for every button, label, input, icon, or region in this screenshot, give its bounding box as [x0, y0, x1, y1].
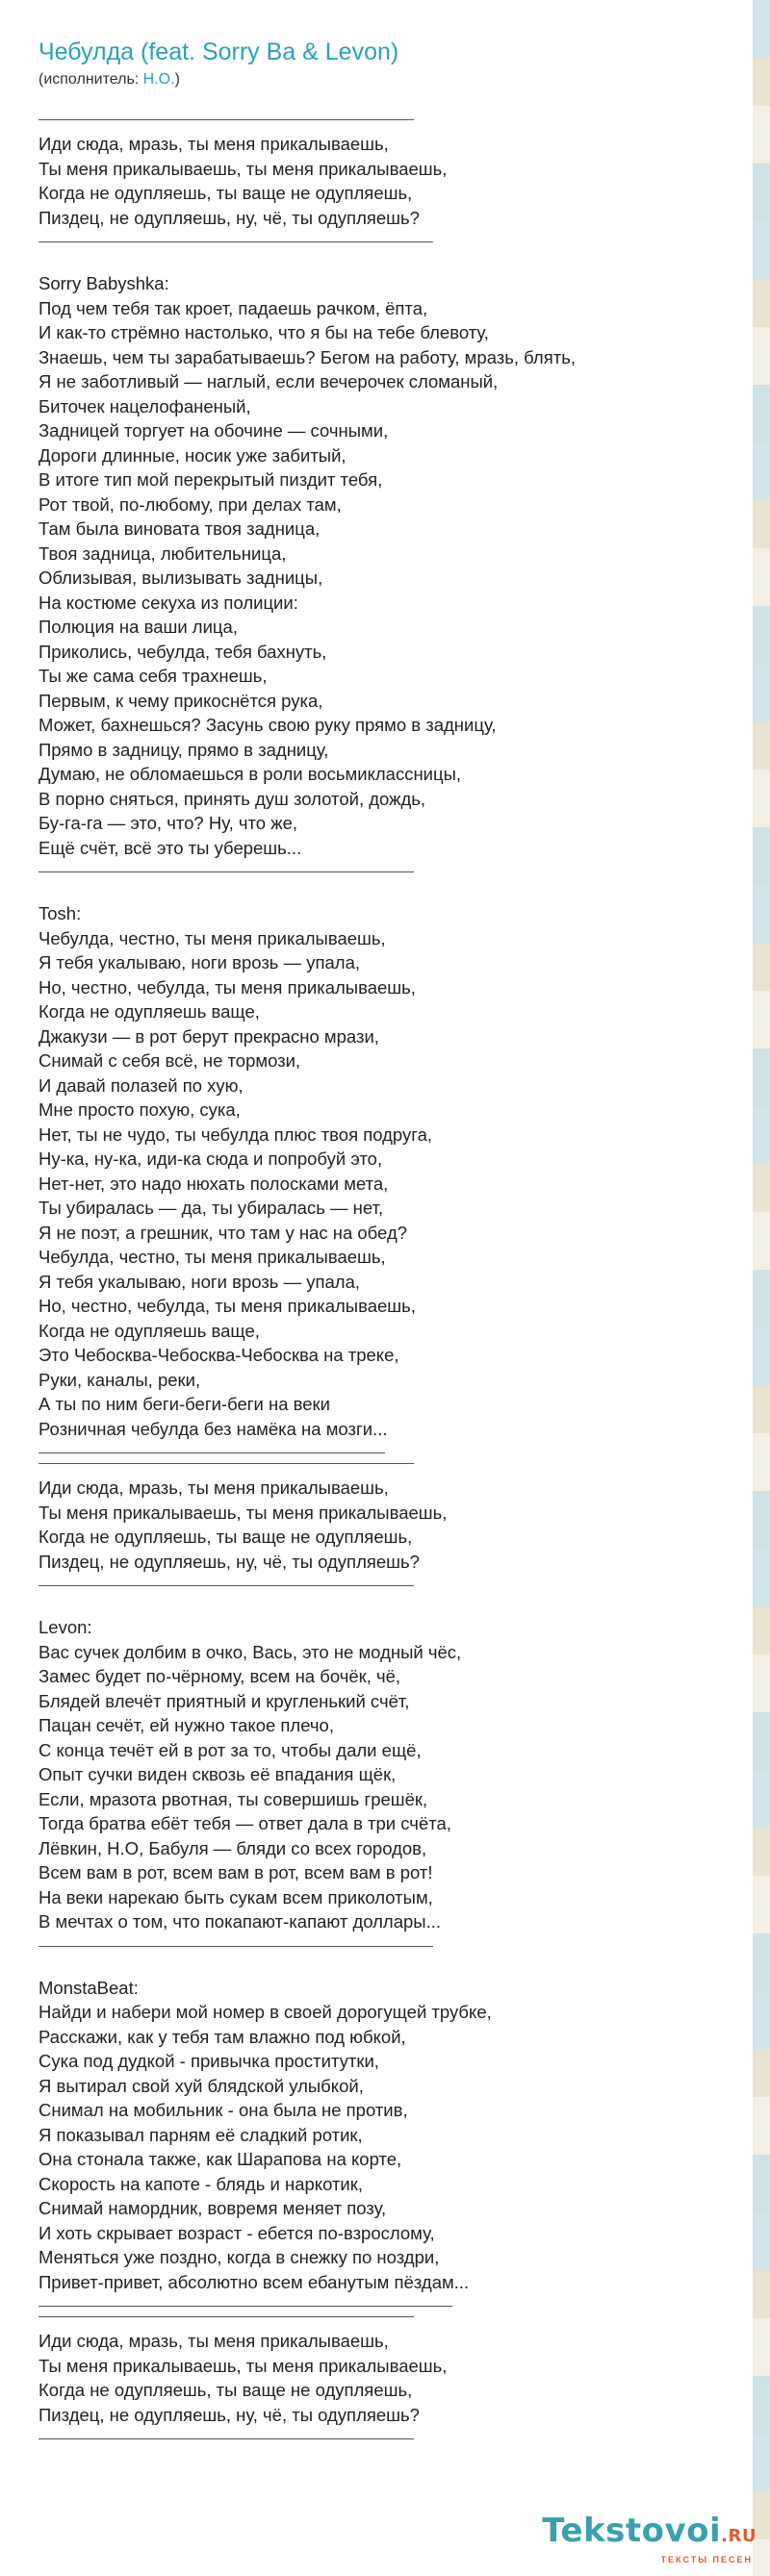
- lyric-line: Когда не одупляешь ваще,: [38, 1001, 260, 1022]
- lyric-line: Ещё счёт, всё это ты уберешь...: [38, 837, 302, 858]
- lyric-line: Вас сучек долбим в очко, Вась, это не модный чёс,: [38, 1641, 462, 1662]
- lyrics-section: [38, 1976, 741, 2295]
- lyric-line: Лёвкин, Н.О, Бабуля — бляди со всех городов,: [38, 1837, 427, 1858]
- section-divider: [38, 241, 433, 242]
- lyrics-section: [38, 2329, 741, 2427]
- section-divider: [38, 2306, 452, 2307]
- lyric-line: Чебулда, честно, ты меня прикалываешь,: [38, 1247, 386, 1267]
- song-title: Чебулда (feat. Sorry Ba & Levon): [38, 38, 399, 65]
- verse-author-label: MonstaBeat:: [38, 1977, 139, 1998]
- lyric-line: Пиздец, не одупляешь, ну, чё, ты одупляешь?: [38, 2404, 420, 2425]
- section-divider: [38, 2316, 414, 2317]
- lyric-line: Я не заботливый — наглый, если вечерочек сломаный,: [38, 371, 499, 391]
- lyric-line: Но, честно, чебулда, ты меня прикалываешь,: [38, 976, 416, 998]
- lyric-line: Прямо в задницу, прямо в задницу,: [38, 739, 329, 760]
- verse-author-label: Sorry Babyshka:: [38, 273, 169, 293]
- lyric-line: Опыт сучки виден сквозь её впадания щёк,: [38, 1764, 397, 1784]
- performer-prefix: (исполнитель:: [38, 71, 143, 88]
- lyrics-section: [38, 1615, 741, 1934]
- lyric-line: Привет-привет, абсолютно всем ебанутым пёздам...: [38, 2271, 470, 2292]
- section-divider: [38, 1585, 414, 1586]
- lyric-line: Задницей торгует на обочине — сочными,: [38, 420, 389, 441]
- lyric-line: Иди сюда, мразь, ты меня прикалываешь,: [38, 134, 389, 154]
- lyric-line: Снимал на мобильник - она была не против,: [38, 2100, 408, 2120]
- lyric-line: Дороги длинные, носик уже забитый,: [38, 444, 346, 466]
- lyric-line: Биточек нацелофаненый,: [38, 395, 251, 417]
- lyric-line: Чебулда, честно, ты меня прикалываешь,: [38, 927, 386, 948]
- lyric-line: Ты меня прикалываешь, ты меня прикалываешь,: [38, 158, 448, 179]
- lyrics-body: [38, 119, 741, 2439]
- lyric-line: Я тебя укалываю, ноги врозь — упала,: [38, 952, 360, 972]
- lyric-line: Она стонала также, как Шарапова на корте,: [38, 2149, 402, 2169]
- lyric-line: Бу-га-га — это, что? Ну, что же,: [38, 813, 298, 833]
- lyric-line: Полюция на ваши лица,: [38, 617, 238, 637]
- lyric-line: Блядей влечёт приятный и кругленький счёт,: [38, 1690, 410, 1711]
- lyric-line: Ты меня прикалываешь, ты меня прикалываешь,: [38, 1502, 448, 1523]
- lyric-line: В мечтах о том, что покапают-капают доллары...: [38, 1911, 442, 1932]
- lyrics-page: [38, 37, 741, 2468]
- lyric-line: Под чем тебя так кроет, падаешь рачком, ёпта,: [38, 297, 428, 318]
- lyric-line: Когда не одупляешь, ты ваще не одупляешь,: [38, 183, 413, 203]
- lyric-line: На веки нарекаю быть сукам всем приколотым,: [38, 1886, 433, 1907]
- section-divider: [38, 1946, 433, 1947]
- logo-wordmark: [542, 2513, 757, 2555]
- lyric-line: Там была виновата твоя задница,: [38, 518, 321, 539]
- lyric-line: Найди и набери мой номер в своей дорогущей трубке,: [38, 2002, 492, 2022]
- section-divider: [38, 871, 414, 872]
- lyric-line: Приколись, чебулда, тебя бахнуть,: [38, 641, 327, 662]
- lyric-line: Руки, каналы, реки,: [38, 1369, 201, 1390]
- lyric-line: Нет-нет, это надо нюхать полосками мета,: [38, 1173, 389, 1194]
- lyric-line: Я не поэт, а грешник, что там у нас на обед?: [38, 1222, 408, 1243]
- lyric-line: Мне просто похую, сука,: [38, 1099, 241, 1120]
- performer-link[interactable]: Н.О.: [142, 71, 175, 88]
- lyric-line: Всем вам в рот, всем вам в рот, всем вам в рот!: [38, 1862, 433, 1882]
- lyric-line: Иди сюда, мразь, ты меня прикалываешь,: [38, 2331, 389, 2351]
- performer-line: [38, 69, 741, 90]
- lyric-line: И как-то стрёмно настолько, что я бы на тебе блевоту,: [38, 322, 489, 342]
- lyric-line: В порно сняться, принять душ золотой, дождь,: [38, 788, 426, 809]
- logo-main-text: Tekstovoi: [542, 2512, 722, 2550]
- lyric-line: Снимай с себя всё, не тормози,: [38, 1050, 301, 1071]
- lyric-line: Знаешь, чем ты зарабатываешь? Бегом на работу, мразь, блять,: [38, 346, 576, 367]
- lyrics-section: [38, 901, 741, 1441]
- lyric-line: Когда не одупляешь, ты ваще не одупляешь,: [38, 1527, 413, 1547]
- lyric-line: Я показывал парням её сладкий ротик,: [38, 2124, 363, 2145]
- lyric-line: Ты убиралась — да, ты убиралась — нет,: [38, 1198, 384, 1218]
- lyric-line: Пиздец, не одупляешь, ну, чё, ты одупляешь?: [38, 1551, 420, 1572]
- lyrics-section: [38, 132, 741, 230]
- site-logo[interactable]: [542, 2513, 757, 2564]
- lyric-line: Тогда братва ебёт тебя — ответ дала в три счёта,: [38, 1813, 451, 1833]
- performer-suffix: ): [174, 71, 180, 88]
- lyric-line: Ты же сама себя трахнешь,: [38, 666, 268, 686]
- lyric-line: Пиздец, не одупляешь, ну, чё, ты одупляешь?: [38, 207, 420, 228]
- lyric-line: Когда не одупляешь, ты ваще не одупляешь,: [38, 2380, 413, 2400]
- lyric-line: Ты меня прикалываешь, ты меня прикалываешь,: [38, 2355, 448, 2376]
- lyric-line: Я вытирал свой хуй блядской улыбкой,: [38, 2075, 364, 2096]
- section-divider: [38, 1463, 414, 1464]
- lyric-line: Джакузи — в рот берут прекрасно мрази,: [38, 1025, 379, 1047]
- section-divider: [38, 2438, 414, 2439]
- logo-tagline: ТЕКСТЫ ПЕСЕН: [660, 2555, 753, 2564]
- lyric-line: Когда не одупляешь ваще,: [38, 1320, 260, 1341]
- section-divider: [38, 119, 414, 120]
- lyric-line: И давай полазей по хую,: [38, 1074, 244, 1096]
- lyric-line: Облизывая, вылизывать задницы,: [38, 568, 323, 588]
- verse-author-label: Levon:: [38, 1617, 92, 1637]
- lyric-line: Замес будет по-чёрному, всем на бочёк, чё,: [38, 1666, 401, 1686]
- lyric-line: Но, честно, чебулда, ты меня прикалываешь,: [38, 1296, 416, 1316]
- lyric-line: Скорость на капоте - блядь и наркотик,: [38, 2173, 364, 2194]
- lyric-line: Расскажи, как у тебя там влажно под юбкой,: [38, 2026, 406, 2047]
- lyric-line: Твоя задница, любительница,: [38, 543, 287, 564]
- lyric-line: Нет, ты не чудо, ты чебулда плюс твоя подруга,: [38, 1124, 433, 1145]
- lyrics-section: [38, 1476, 741, 1574]
- lyrics-section: [38, 271, 741, 860]
- decorative-side-stripes: [753, 0, 770, 2576]
- lyric-line: Сука под дудкой - привычка проститутки,: [38, 2051, 379, 2071]
- lyric-line: Ну-ка, ну-ка, иди-ка сюда и попробуй это,: [38, 1149, 383, 1169]
- lyric-line: Меняться уже поздно, когда в снежку по ноздри,: [38, 2247, 440, 2267]
- lyric-line: И хоть скрывает возраст - ебется по-взрослому,: [38, 2222, 435, 2243]
- lyric-line: А ты по ним беги-беги-беги на веки: [38, 1394, 330, 1414]
- lyric-line: Если, мразота рвотная, ты совершишь грешёк,: [38, 1788, 428, 1809]
- lyric-line: Это Чебосква-Чебосква-Чебосква на треке,: [38, 1345, 399, 1365]
- lyric-line: На костюме секуха из полиции:: [38, 592, 298, 613]
- lyric-line: Я тебя укалываю, ноги врозь — упала,: [38, 1271, 360, 1292]
- lyric-line: В итоге тип мой перекрытый пиздит тебя,: [38, 469, 383, 490]
- lyric-line: Снимай намордник, вовремя меняет позу,: [38, 2198, 387, 2218]
- lyric-line: Первым, к чему прикоснётся рука,: [38, 690, 323, 711]
- lyric-line: Иди сюда, мразь, ты меня прикалываешь,: [38, 1477, 389, 1498]
- lyric-line: Пацан сечёт, ей нужно такое плечо,: [38, 1715, 334, 1735]
- lyric-line: Может, бахнешься? Засунь свою руку прямо в задницу,: [38, 715, 497, 735]
- lyric-line: Розничная чебулда без намёка на мозги...: [38, 1418, 388, 1439]
- lyric-line: Рот твой, по-любому, при делах там,: [38, 493, 342, 515]
- section-divider: [38, 1452, 385, 1453]
- logo-tld: .RU: [721, 2526, 757, 2546]
- verse-author-label: Tosh:: [38, 903, 82, 923]
- lyric-line: С конца течёт ей в рот за то, чтобы дали ещё,: [38, 1739, 422, 1760]
- lyric-line: Думаю, не обломаешься в роли восьмиклассницы,: [38, 764, 462, 784]
